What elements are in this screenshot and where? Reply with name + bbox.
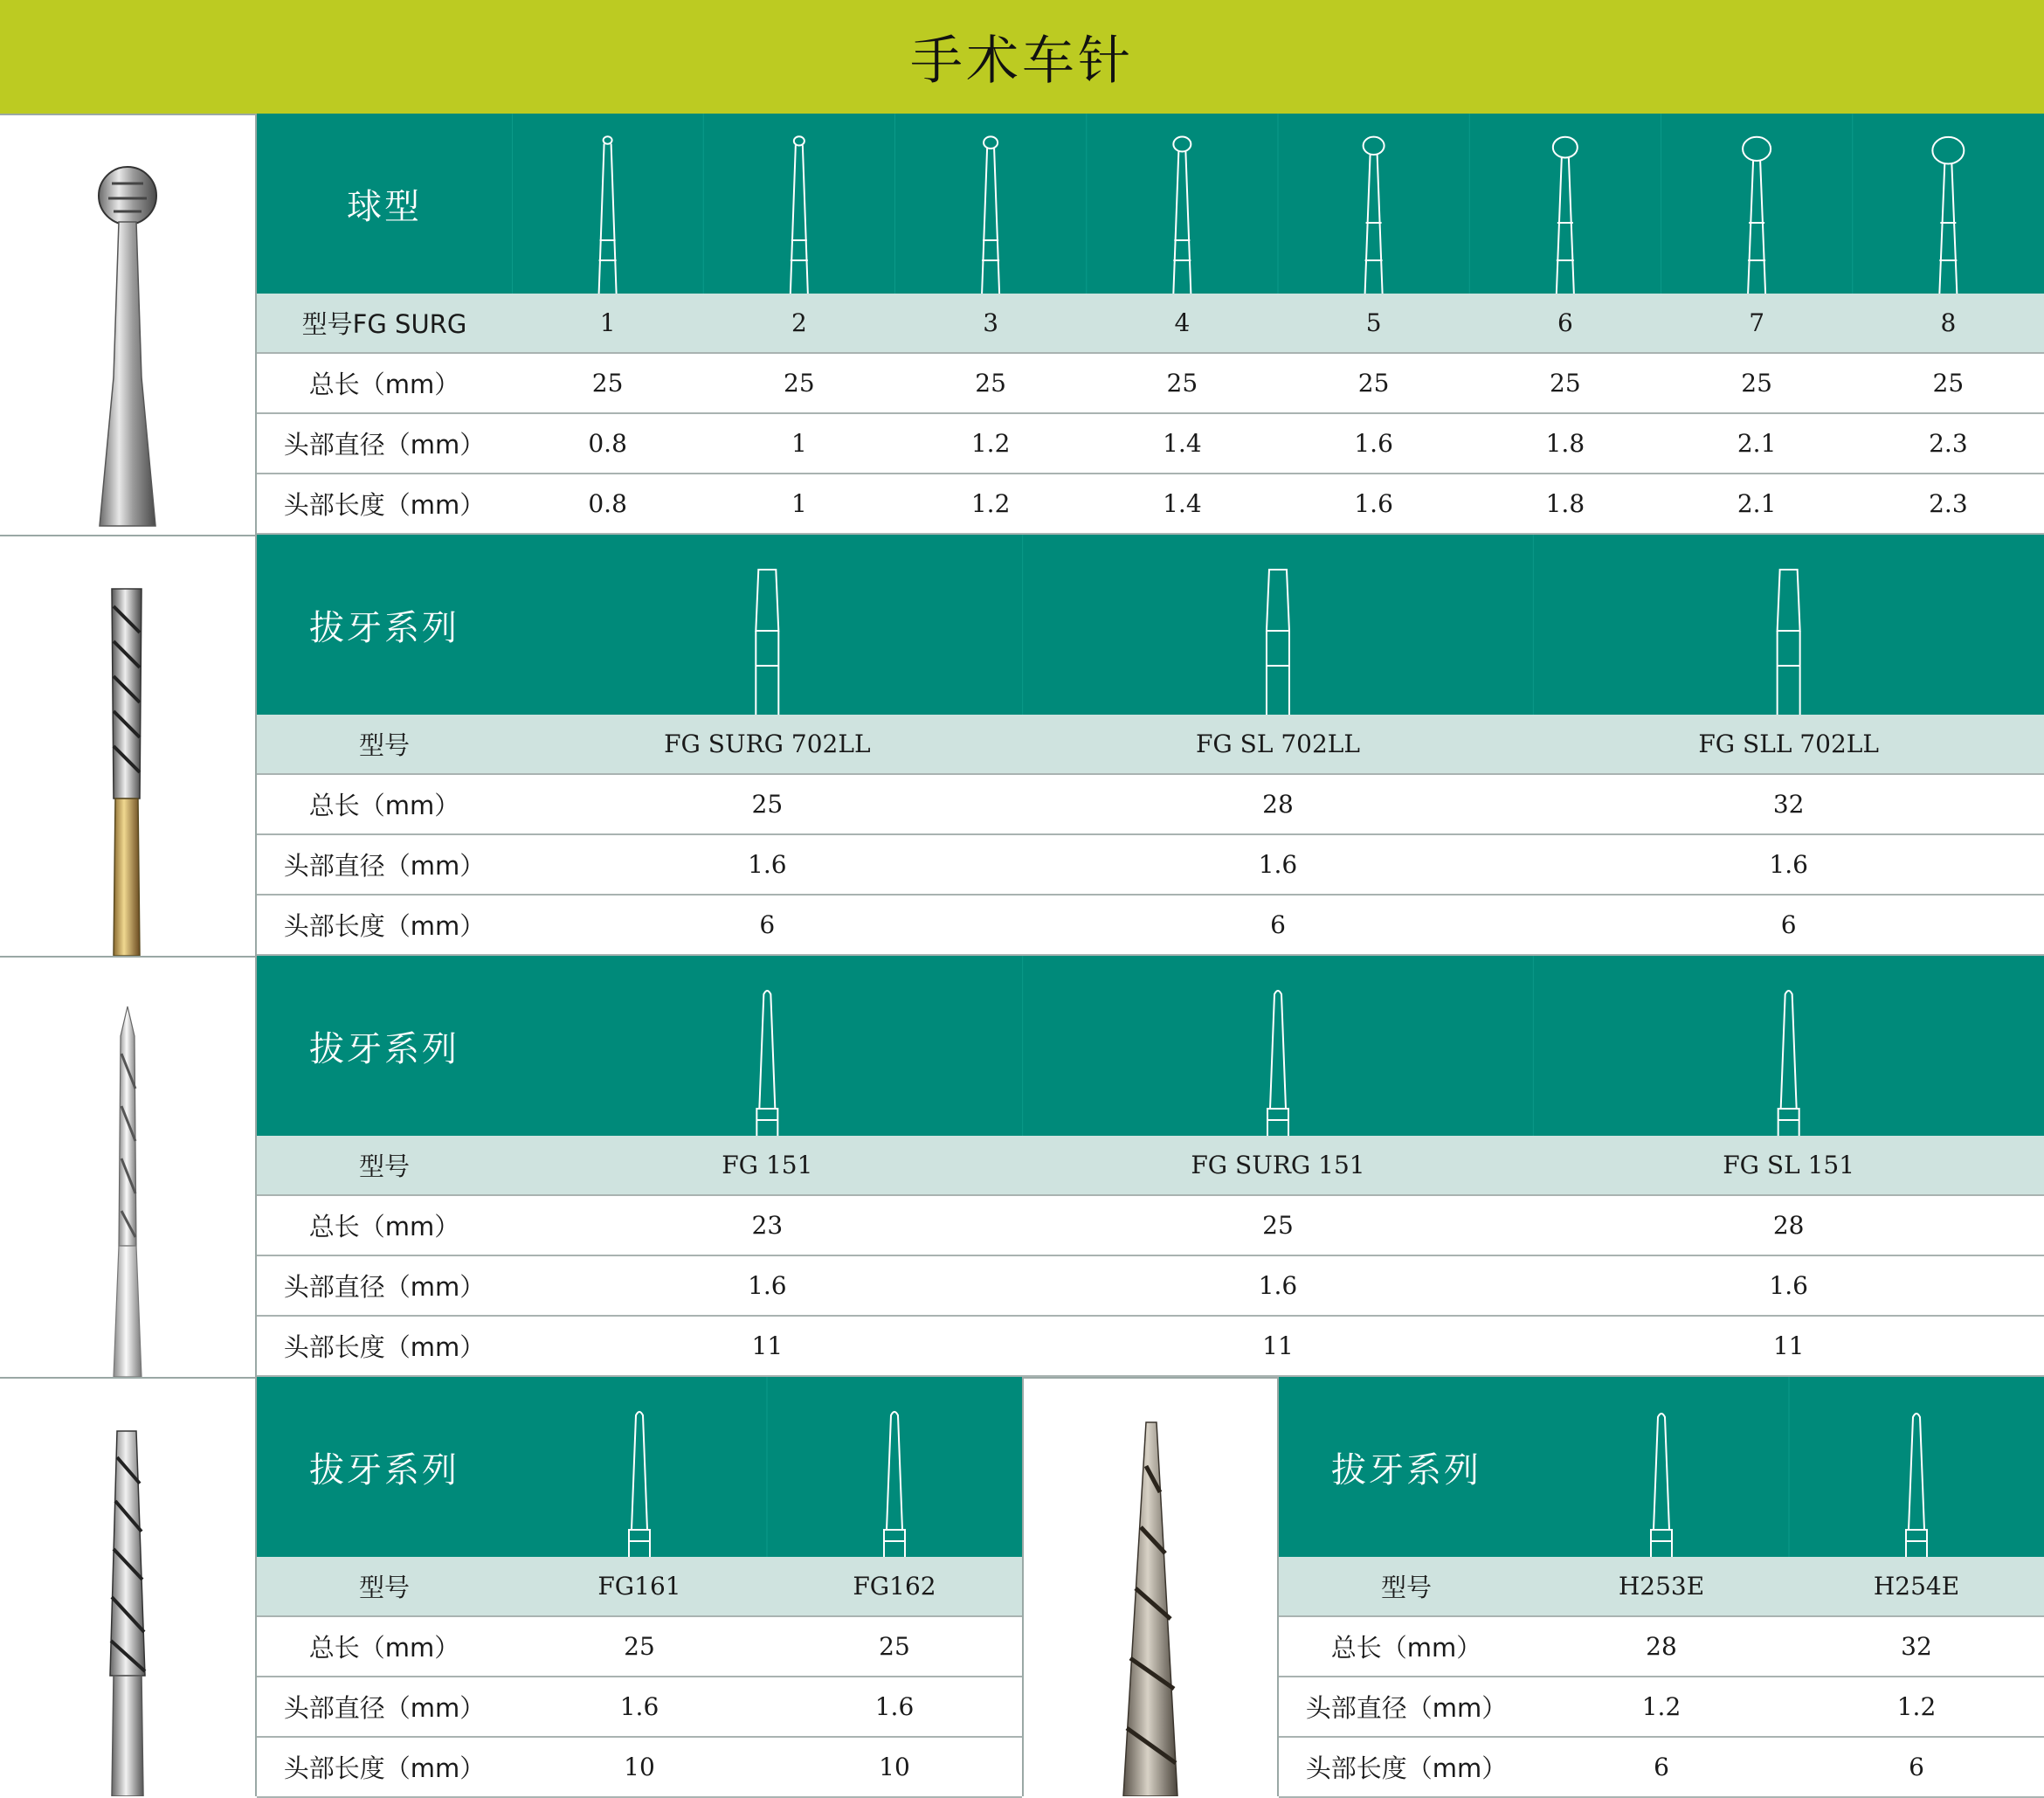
bur-photo-h253 xyxy=(1022,1377,1279,1796)
model-cell: H254E xyxy=(1873,1572,1960,1601)
value-cell: 6 xyxy=(1654,1753,1669,1781)
bur-photo-151 xyxy=(0,956,257,1377)
value-cell: 11 xyxy=(1262,1331,1294,1360)
value-cell: 28 xyxy=(1646,1632,1677,1661)
row-label: 头部长度（mm） xyxy=(283,1332,486,1362)
round-bur-diagram xyxy=(1173,137,1191,294)
model-row xyxy=(1279,1557,2044,1617)
value-cell: 28 xyxy=(1262,790,1294,819)
model-cell: FG 151 xyxy=(722,1151,813,1179)
series-title: 拔牙系列 xyxy=(309,1449,459,1490)
value-cell: 25 xyxy=(1741,369,1772,398)
model-cell: 3 xyxy=(983,308,999,337)
model-row xyxy=(257,1557,1022,1617)
value-cell: 25 xyxy=(1166,369,1198,398)
value-cell: 23 xyxy=(751,1211,784,1240)
model-row xyxy=(257,715,2044,775)
row-label: 头部直径（mm） xyxy=(283,430,486,460)
value-cell: 25 xyxy=(975,369,1006,398)
total-length-row xyxy=(257,1617,1022,1677)
value-cell: 1 xyxy=(791,429,807,458)
value-cell: 1.6 xyxy=(1769,850,1808,879)
round-bur-diagram xyxy=(1932,137,1964,294)
value-cell: 0.8 xyxy=(588,489,627,518)
bur-diagram xyxy=(512,535,2044,715)
model-cell: 5 xyxy=(1365,308,1382,337)
value-cell: 25 xyxy=(1357,369,1390,398)
series-title: 拔牙系列 xyxy=(309,1028,459,1069)
row-label: 总长（mm） xyxy=(308,1633,460,1663)
head-diameter-row xyxy=(257,1677,1022,1738)
bur-photo-round xyxy=(0,114,257,535)
row-label: 总长（mm） xyxy=(308,1212,460,1241)
head-length-row xyxy=(1279,1738,2044,1798)
row-label: 头部长度（mm） xyxy=(1305,1753,1508,1783)
model-cell: FG SL 702LL xyxy=(1195,730,1360,758)
head-length-row xyxy=(257,896,2044,956)
value-cell: 1.4 xyxy=(1163,489,1202,518)
value-cell: 1 xyxy=(791,489,807,518)
value-cell: 25 xyxy=(1262,1211,1294,1240)
value-cell: 1.6 xyxy=(874,1692,915,1721)
model-cell: FG SL 151 xyxy=(1723,1151,1855,1179)
bur-diagram xyxy=(1534,1377,2044,1557)
model-row xyxy=(257,294,2044,354)
table-header xyxy=(1279,1377,2044,1557)
total-length-row xyxy=(257,1196,2044,1256)
spec-table-151 xyxy=(257,956,2044,1377)
round-bur-diagram xyxy=(791,136,808,294)
value-cell: 25 xyxy=(1932,369,1965,398)
value-cell: 32 xyxy=(1772,790,1805,819)
series-title: 拔牙系列 xyxy=(309,607,459,648)
value-cell: 2.3 xyxy=(1929,489,1968,518)
model-cell: FG162 xyxy=(853,1572,936,1601)
model-cell: H253E xyxy=(1618,1572,1705,1601)
value-cell: 1.6 xyxy=(1354,489,1393,518)
value-cell: 1.2 xyxy=(970,489,1011,518)
total-length-row xyxy=(1279,1617,2044,1677)
tapered-bur-diagram xyxy=(1906,1414,1927,1557)
value-cell: 32 xyxy=(1901,1632,1932,1661)
value-cell: 1.6 xyxy=(1258,1271,1298,1300)
spec-table-161 xyxy=(257,1377,1022,1796)
model-cell: 7 xyxy=(1749,308,1765,337)
value-cell: 2.1 xyxy=(1737,489,1777,518)
value-cell: 11 xyxy=(751,1331,784,1360)
row-label: 型号 xyxy=(1380,1573,1432,1602)
value-cell: 25 xyxy=(591,369,624,398)
head-diameter-row xyxy=(257,835,2044,896)
row-label: 头部长度（mm） xyxy=(283,911,486,941)
bur-diagram xyxy=(512,114,2044,294)
value-cell: 10 xyxy=(879,1753,910,1781)
value-cell: 2.1 xyxy=(1737,429,1777,458)
table-header xyxy=(257,956,2044,1136)
round-bur-diagram xyxy=(982,136,999,294)
value-cell: 1.2 xyxy=(970,429,1011,458)
round-bur-diagram xyxy=(599,136,617,294)
value-cell: 1.6 xyxy=(748,850,787,879)
value-cell: 25 xyxy=(1550,369,1581,398)
model-cell: FG SURG 702LL xyxy=(664,730,871,758)
value-cell: 25 xyxy=(879,1632,910,1661)
model-cell: 2 xyxy=(791,308,807,337)
head-diameter-row xyxy=(257,1256,2044,1317)
value-cell: 28 xyxy=(1772,1211,1805,1240)
model-cell: FG SLL 702LL xyxy=(1698,730,1879,758)
head-length-row xyxy=(257,1738,1022,1798)
row-label: 总长（mm） xyxy=(308,370,460,399)
fissure-bur-diagram xyxy=(756,570,778,715)
tapered-bur-diagram xyxy=(1651,1414,1672,1557)
model-cell: 6 xyxy=(1557,308,1573,337)
row-label: 型号FG SURG xyxy=(301,309,467,339)
spec-table-round xyxy=(257,114,2044,535)
value-cell: 25 xyxy=(624,1632,655,1661)
tapered-bur-diagram xyxy=(884,1412,905,1557)
value-cell: 6 xyxy=(759,910,776,939)
head-length-row xyxy=(257,1317,2044,1377)
row-label: 头部直径（mm） xyxy=(283,1272,486,1302)
model-cell: 4 xyxy=(1174,308,1191,337)
series-title: 球型 xyxy=(347,186,422,227)
spec-table-h253 xyxy=(1279,1377,2044,1796)
value-cell: 1.6 xyxy=(1769,1271,1808,1300)
total-length-row xyxy=(257,775,2044,835)
value-cell: 1.8 xyxy=(1545,489,1585,518)
tapered-bur-diagram xyxy=(629,1412,650,1557)
page-title: 手术车针 xyxy=(910,31,1134,92)
head-length-row xyxy=(257,474,2044,535)
value-cell: 1.4 xyxy=(1163,429,1202,458)
value-cell: 1.8 xyxy=(1545,429,1585,458)
head-diameter-row xyxy=(257,414,2044,474)
bur-photo-702 xyxy=(0,535,257,956)
head-diameter-row xyxy=(1279,1677,2044,1738)
value-cell: 6 xyxy=(1270,910,1286,939)
value-cell: 6 xyxy=(1780,910,1797,939)
value-cell: 10 xyxy=(624,1753,655,1781)
fissure-bur-diagram xyxy=(1267,570,1289,715)
model-cell: 8 xyxy=(1940,308,1957,337)
round-bur-diagram xyxy=(1553,137,1578,294)
tapered-bur-diagram xyxy=(1778,991,1799,1136)
table-header xyxy=(257,114,2044,294)
round-bur-diagram xyxy=(1743,137,1771,294)
fissure-bur-diagram xyxy=(1778,570,1800,715)
bur-photo-161 xyxy=(0,1377,257,1796)
title-bar xyxy=(0,0,2044,114)
value-cell: 6 xyxy=(1909,1753,1924,1781)
model-cell: FG161 xyxy=(597,1572,681,1601)
value-cell: 1.6 xyxy=(619,1692,659,1721)
value-cell: 2.3 xyxy=(1929,429,1968,458)
bur-diagram xyxy=(512,956,2044,1136)
value-cell: 1.6 xyxy=(1258,850,1298,879)
value-cell: 25 xyxy=(751,790,784,819)
value-cell: 11 xyxy=(1772,1331,1805,1360)
tapered-bur-diagram xyxy=(756,991,777,1136)
round-bur-diagram xyxy=(1364,137,1385,294)
row-label: 头部长度（mm） xyxy=(283,1753,486,1783)
model-cell: 1 xyxy=(599,308,616,337)
spec-table-702 xyxy=(257,535,2044,956)
value-cell: 1.6 xyxy=(1354,429,1393,458)
row-label: 型号 xyxy=(358,1573,410,1602)
table-header xyxy=(257,1377,1022,1557)
value-cell: 1.6 xyxy=(748,1271,787,1300)
value-cell: 1.2 xyxy=(1641,1692,1681,1721)
row-label: 头部直径（mm） xyxy=(283,851,486,881)
series-title: 拔牙系列 xyxy=(1331,1449,1481,1490)
row-label: 头部长度（mm） xyxy=(283,490,486,520)
tapered-bur-diagram xyxy=(1267,991,1288,1136)
model-cell: FG SURG 151 xyxy=(1191,1151,1365,1179)
bur-diagram xyxy=(512,1377,1022,1557)
row-label: 总长（mm） xyxy=(1330,1633,1482,1663)
row-label: 总长（mm） xyxy=(308,791,460,820)
total-length-row xyxy=(257,354,2044,414)
value-cell: 0.8 xyxy=(588,429,627,458)
value-cell: 1.2 xyxy=(1896,1692,1937,1721)
row-label: 型号 xyxy=(358,1151,410,1181)
row-label: 头部直径（mm） xyxy=(283,1693,486,1723)
row-label: 头部直径（mm） xyxy=(1305,1693,1508,1723)
table-header xyxy=(257,535,2044,715)
row-label: 型号 xyxy=(358,730,410,760)
value-cell: 25 xyxy=(784,369,815,398)
model-row xyxy=(257,1136,2044,1196)
